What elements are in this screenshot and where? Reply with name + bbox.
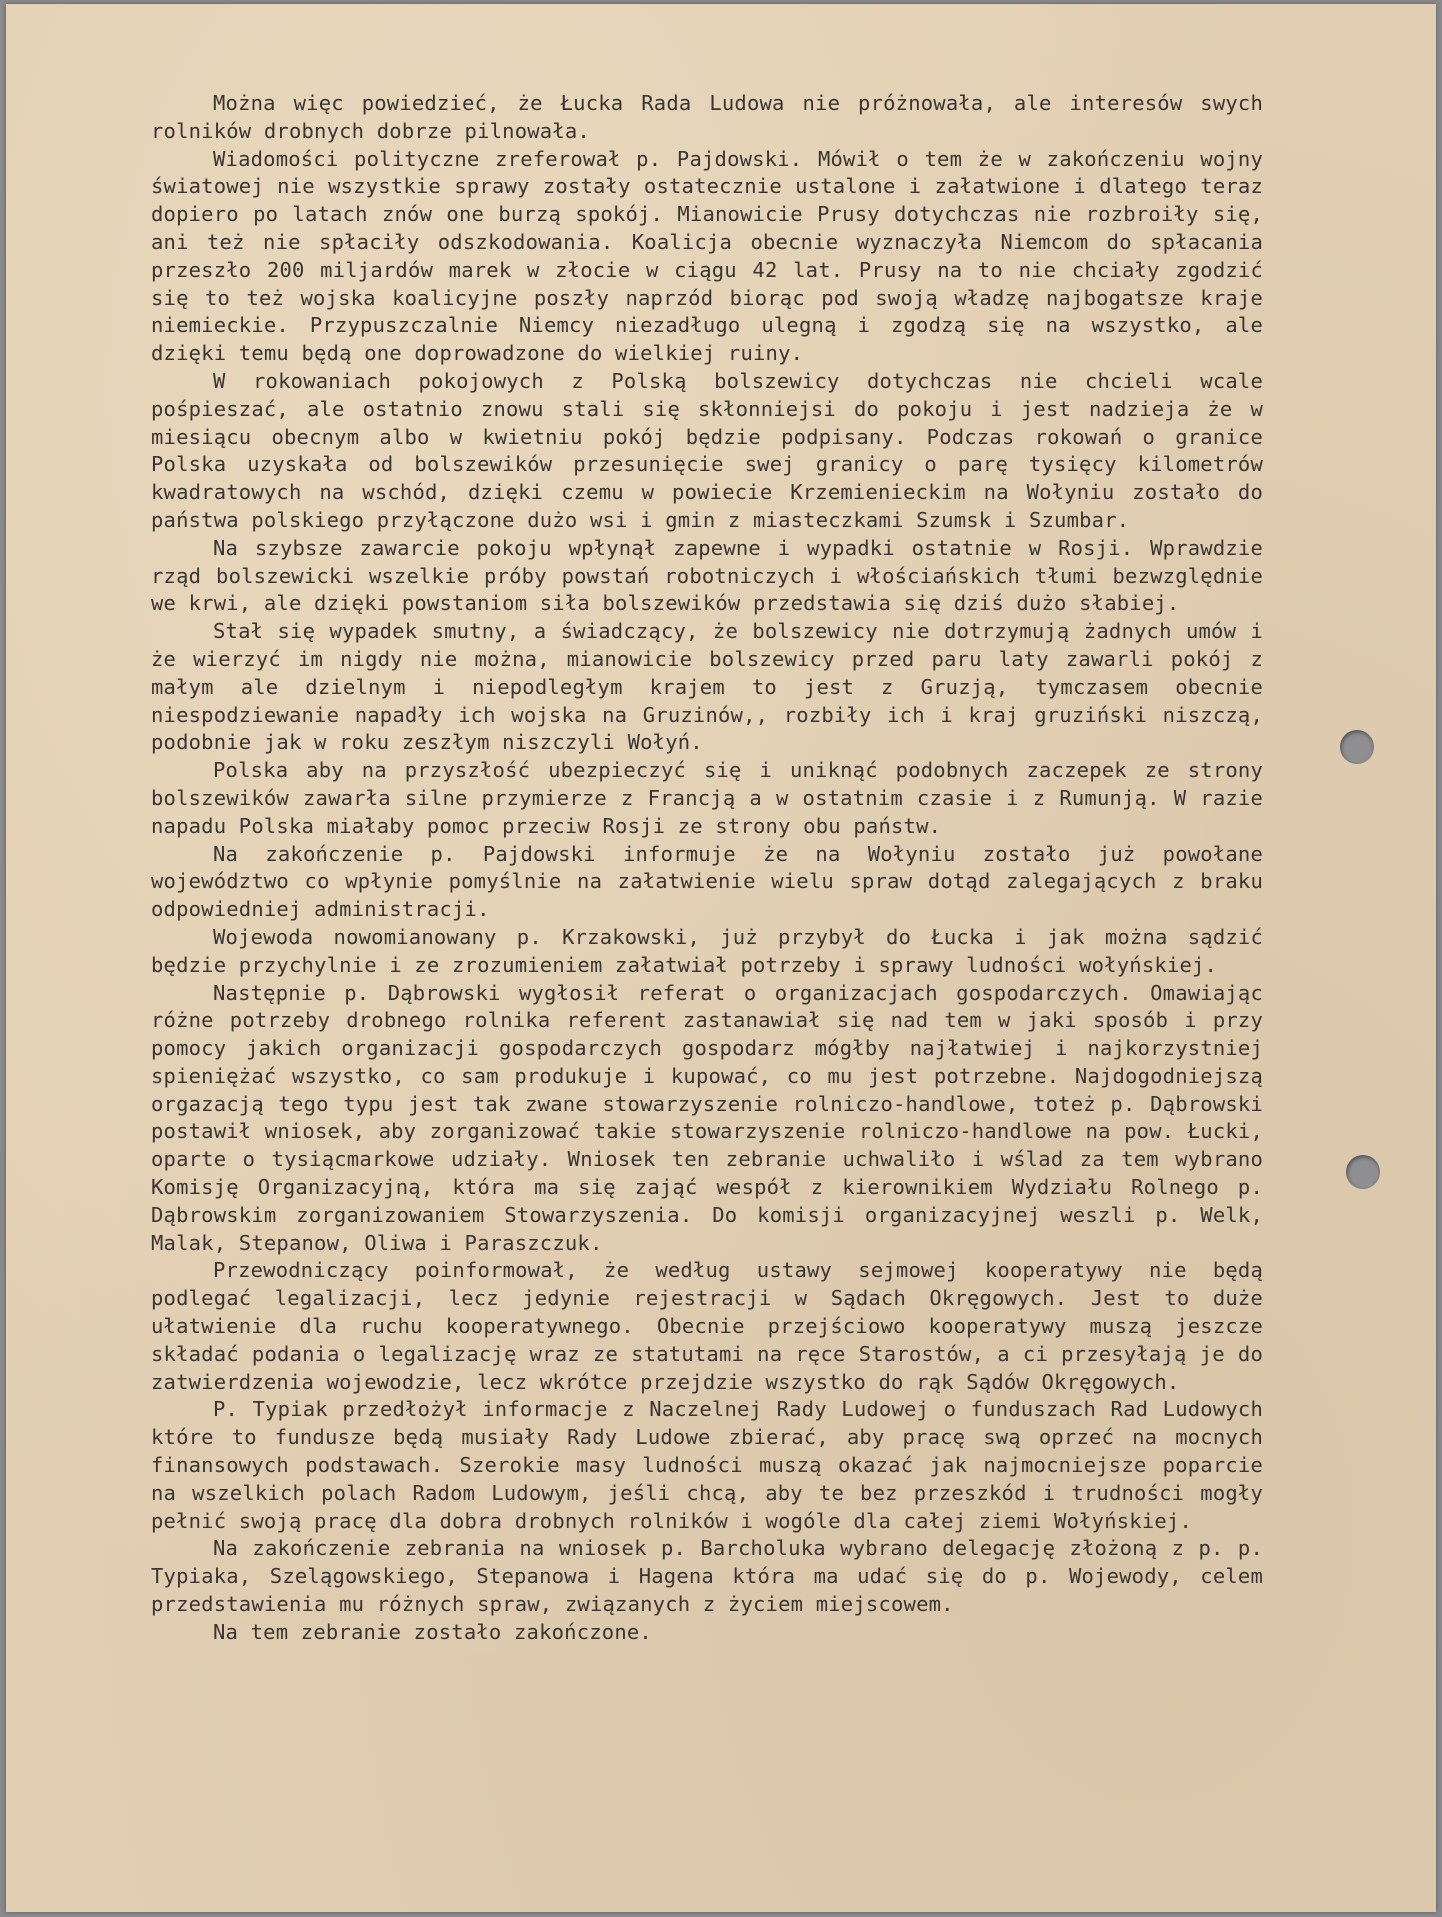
paragraph: Na zakończenie p. Pajdowski informuje że na Wołyniu zostało już powołane województwo co wpłynie pomyślnie na załatwienie wielu spraw dotąd zalegających z braku odpowiedniej administracji. [151, 841, 1263, 922]
paragraph: Na zakończenie zebrania na wniosek p. Barcholuka wybrano delegację złożoną z p. p. Typiaka, Szelągowskiego, Stepanowa i Hagena która ma udać się do p. Wojewody, celem przedstawienia mu różnych spraw, związanych z życiem miejscowem. [151, 1536, 1263, 1617]
paragraph: Następnie p. Dąbrowski wygłosił referat o organizacjach gospodarczych. Omawiając różne potrzeby drobnego rolnika referent zastanawiał się nad tem w jaki sposób i przy pomocy jakich organizacji gospodarczych gospodarz mógłby najłatwiej i najkorzystniej spieniężać wszystko, co sam produkuje i kupować, co mu jest potrzebne. Najdogodniejszą orgazacją tego typu jest tak zwane stowarzyszenie rolniczo-handlowe, toteż p. Dąbrowski postawił wniosek, aby zorganizować takie stowarzyszenie rolniczo-handlowe na pow. Łucki, oparte o tysiącmarkowe udziały. Wniosek ten zebranie uchwaliło i wślad za tem wybrano Komisję Organizacyjną, która ma się zająć wespół z kierownikiem Wydziału Rolnego p. Dąbrowskim zorganizowaniem Stowarzyszenia. Do komisji organizacyjnej weszli p. Welk, Malak, Stepanow, Oliwa i Paraszczuk. [151, 980, 1263, 1255]
paragraph: Wojewoda nowomianowany p. Krzakowski, już przybył do Łucka i jak można sądzić będzie przychylnie i ze zrozumieniem załatwiał potrzeby i sprawy ludności wołyńskiej. [151, 924, 1263, 977]
punch-hole [1346, 1155, 1380, 1189]
document-page [6, 4, 1436, 1912]
punch-hole [1340, 730, 1374, 764]
paragraph: Można więc powiedzieć, że Łucka Rada Ludowa nie próżnowała, ale interesów swych rolników drobnych dobrze pilnowała. [151, 91, 1263, 143]
paragraph: Przewodniczący poinformował, że według ustawy sejmowej kooperatywy nie będą podlegać legalizacji, lecz jedynie rejestracji w Sądach Okręgowych. Jest to duże ułatwienie dla ruchu kooperatywnego. Obecnie przejściowo kooperatywy muszą jeszcze składać podania o legalizację wraz ze statutami na ręce Starostów, a ci przesyłają je do zatwierdzenia wojewodzie, lecz wkrótce przejdzie wszystko do rąk Sądów Okręgowych. [151, 1258, 1263, 1394]
paragraph: Polska aby na przyszłość ubezpieczyć się i uniknąć podobnych zaczepek ze strony bolszewików zawarła silne przymierze z Francją a w ostatnim czasie i z Rumunją. W razie napadu Polska miałaby pomoc przeciw Rosji ze strony obu państw. [151, 758, 1263, 838]
paragraph: Na tem zebranie zostało zakończone. [213, 1619, 652, 1644]
document-body [151, 90, 1263, 1647]
paragraph: W rokowaniach pokojowych z Polską bolszewicy dotychczas nie chcieli wcale pośpieszać, ale ostatnio znowu stali się skłonniejsi do pokoju i jest nadzieja że w miesiącu obecnym albo w kwietniu pokój będzie podpisany. Podczas rokowań o granice Polska uzyskała od bolszewików przesunięcie swej granicy o parę tysięcy kilometrów kwadratowych na wschód, dzięki czemu w powiecie Krzemienieckim na Wołyniu zostało do państwa polskiego przyłączone dużo wsi i gmin z miasteczkami Szumsk i Szumbar. [151, 368, 1263, 532]
paragraph: Wiadomości polityczne zreferował p. Pajdowski. Mówił o tem że w zakończeniu wojny światowej nie wszystkie sprawy zostały ostatecznie ustalone i załatwione i dlatego teraz dopiero po latach znów one burzą spokój. Mianowicie Prusy dotychczas nie rozbroiły się, ani też nie spłaciły odszkodowania. Koalicja obecnie wyznaczyła Niemcom do spłacania przeszło 200 miljardów marek w złocie w ciągu 42 lat. Prusy na to nie chciały zgodzić się to też wojska koalicyjne poszły naprzód biorąc pod swoją władzę najbogatsze kraje niemieckie. Przypuszczalnie Niemcy niezadługo ulegną i zgodzą się na wszystko, ale dzięki temu będą one doprowadzone do wielkiej ruiny. [151, 146, 1263, 366]
paragraph: P. Typiak przedłożył informacje z Naczelnej Rady Ludowej o funduszach Rad Ludowych które to fundusze będą musiały Rady Ludowe zbierać, aby pracę swą oprzeć na mocnych finansowych podstawach. Szerokie masy ludności muszą okazać jak najmocniejsze poparcie na wszelkich polach Radom Ludowym, jeśli chcą, aby te bez przeszkód i trudności mogły pełnić swoją pracę dla dobra drobnych rolników i wogóle dla całej ziemi Wołyńskiej. [151, 1397, 1263, 1533]
paragraph: Na szybsze zawarcie pokoju wpłynął zapewne i wypadki ostatnie w Rosji. Wprawdzie rząd bolszewicki wszelkie próby powstań robotniczych i włościańskich tłumi bezwzględnie we krwi, ale dzięki powstaniom siła bolszewików przedstawia się dziś dużo słabiej. [151, 535, 1263, 616]
paragraph: Stał się wypadek smutny, a świadczący, że bolszewicy nie dotrzymują żadnych umów i że wierzyć im nigdy nie można, mianowicie bolszewicy przed paru laty zawarli pokój z małym ale dzielnym i niepodległym krajem to jest z Gruzją, tymczasem obecnie niespodziewanie napadły ich wojska na Gruzinów,, rozbiły ich i kraj gruziński niszczą, podobnie jak w roku zeszłym niszczyli Wołyń. [151, 619, 1263, 755]
